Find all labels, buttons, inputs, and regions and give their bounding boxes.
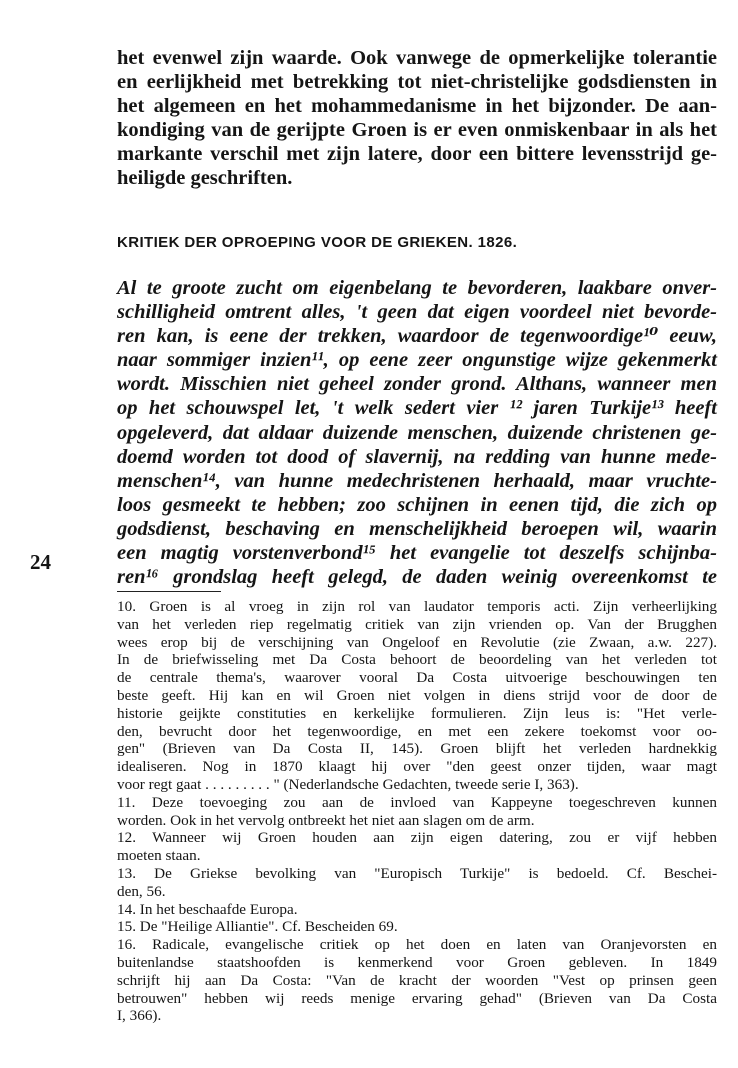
footnote-10: In de briefwisseling met Da Costa behoort de beoordeling van het verleden tot [117, 651, 717, 669]
footnote-16: 16. Radicale, evangelische critiek op het doen en laten van Oranjevorsten en [117, 936, 717, 954]
quote-line: naar sommiger inzien¹¹, op eene zeer ongunstige wijze gekenmerkt [117, 349, 717, 372]
quote-line: menschen¹⁴, van hunne medechristenen herhaald, maar vruchte- [117, 469, 717, 492]
intro-paragraph [117, 46, 717, 190]
quote-line: godsdienst, beschaving en menschelijkheid beroepen wil, waarin [117, 517, 717, 540]
intro-line: het evenwel zijn waarde. Ook vanwege de opmerkelijke tolerantie [117, 47, 717, 69]
quote-line: een magtig vorstenverbond¹⁵ het evangelie tot deszelfs schijnba- [117, 542, 717, 565]
footnote-16: I, 366). [117, 1007, 162, 1025]
intro-line: heiligde geschriften. [117, 167, 293, 189]
footnote-14: 14. In het beschaafde Europa. [117, 900, 298, 918]
quote-line: opgeleverd, dat aldaar duizende menschen, duizende christenen ge- [117, 421, 717, 444]
footnote-10: voor regt gaat . . . . . . . . . " (Nederlandsche Gedachten, tweede serie I, 363). [117, 775, 579, 793]
footnote-10: gen" (Brieven van Da Costa II, 145). Groen blijft het verleden hardnekkig [117, 740, 717, 758]
footnote-10: idealiseren. Nog in 1870 klaagt hij over "den geest onzer tijden, waar magt [117, 758, 717, 776]
page-number: 24 [30, 550, 51, 574]
quoted-paragraph [117, 276, 717, 589]
quote-line: doemd worden tot dood of slavernij, na redding van hunne mede- [117, 445, 717, 468]
quote-line: schilligheid omtrent alles, 't geen dat eigen voordeel niet bevorde- [117, 301, 717, 324]
footnote-16: schrijft hij aan Da Costa: "Van de kracht der woorden "Vest op prinsen geen [117, 971, 717, 989]
quote-line: Al te groote zucht om eigenbelang te bevorderen, laakbare onver- [117, 277, 717, 299]
footnotes [117, 598, 717, 1025]
footnote-15: 15. De "Heilige Alliantie". Cf. Bescheiden 69. [117, 918, 398, 936]
quote-line: wordt. Misschien niet geheel zonder grond. Althans, wanneer men [117, 373, 717, 396]
quote-line: ren kan, is eene der trekken, waardoor de tegenwoordige¹⁰ eeuw, [117, 325, 717, 348]
footnote-11: worden. Ook in het vervolg ontbreekt het niet aan slagen om de arm. [117, 811, 535, 829]
footnote-11: 11. Deze toevoeging zou aan de invloed van Kappeyne toegeschreven kunnen [117, 793, 717, 811]
footnote-10: de centrale thema's, waarover vooral Da Costa uitvoerige beschouwingen ten [117, 669, 717, 687]
intro-line: markante verschil met zijn latere, door een bittere levensstrijd ge- [117, 143, 717, 165]
footnote-12: moeten staan. [117, 847, 201, 865]
footnote-16: betrouwen" hebben wij reeds menige ervaring gehad" (Brieven van Da Costa [117, 989, 717, 1007]
footnote-13: 13. De Griekse bevolking van "Europisch Turkije" is bedoeld. Cf. Beschei- [117, 864, 717, 882]
footnote-10: van het verleden riep regelmatig critiek van zijn vrienden op. Van der Brugghen [117, 615, 717, 633]
footnote-10: beste geeft. Hij kan en wil Groen niet volgen in diens strijd voor de door de [117, 686, 717, 704]
intro-line: het algemeen en het mohammedanisme in het bijzonder. De aan- [117, 95, 717, 117]
quote-line: ren¹⁶ grondslag heeft gelegd, de daden weinig overeenkomst te [117, 566, 717, 589]
footnote-16: buitenlandse staatshoofden is kenmerkend voor Groen gebleven. In 1849 [117, 953, 717, 971]
footnote-13: den, 56. [117, 882, 166, 900]
quote-line: op het schouwspel let, 't welk sedert vier ¹² jaren Turkije¹³ heeft [117, 397, 717, 420]
footnote-10: 10. Groen is al vroeg in zijn rol van laudator temporis acti. Zijn verheerlijking [117, 598, 717, 615]
footnote-10: den, bevrucht door het tegenwoordige, en met een zekere toekomst voor oo- [117, 722, 717, 740]
intro-line: en eerlijkheid met betrekking tot niet-christelijke godsdiensten in [117, 71, 717, 93]
footnote-divider [117, 591, 221, 592]
footnote-10: historie geijkte constituties en kerkelijke formulieren. Zijn leus is: "Het verle- [117, 704, 717, 722]
footnote-10: wees erop bij de verschijning van Ongeloof en Revolutie (zie Zwaan, a.w. 227). [117, 633, 717, 651]
section-heading: KRITIEK DER OPROEPING VOOR DE GRIEKEN. 1826. [117, 234, 518, 251]
quote-line: loos gesmeekt te hebben; zoo schijnen in eenen tijd, die zich op [117, 493, 717, 516]
footnote-12: 12. Wanneer wij Groen houden aan zijn eigen datering, zou er vijf hebben [117, 829, 717, 847]
intro-line: kondiging van de gerijpte Groen is er even onmiskenbaar in als het [117, 119, 717, 141]
